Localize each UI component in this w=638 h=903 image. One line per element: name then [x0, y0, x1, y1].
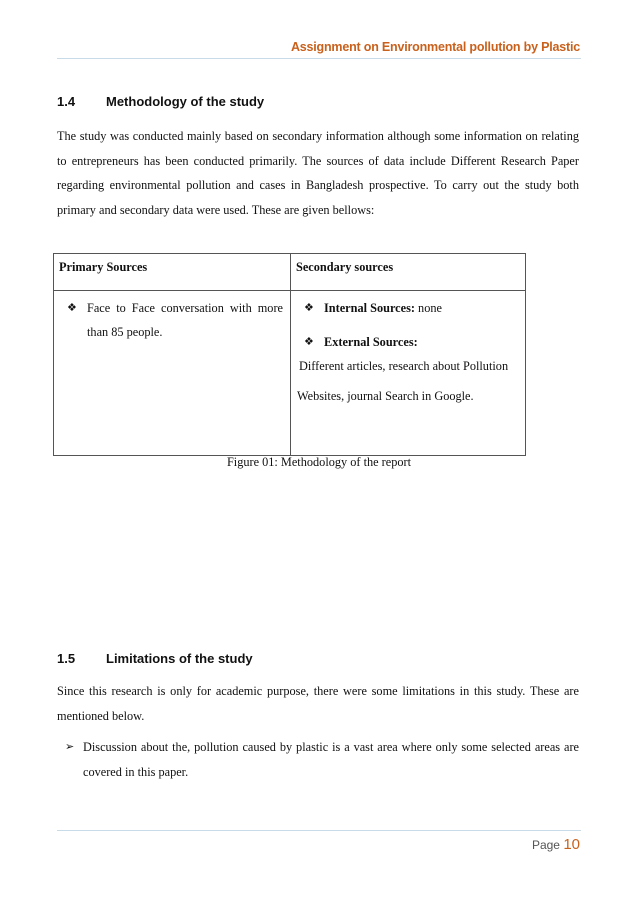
- external-sources-line-1: Different articles, research about Pollution: [299, 359, 509, 373]
- internal-sources-value: none: [414, 301, 442, 315]
- methodology-paragraph: The study was conducted mainly based on secondary information although some information on relating to entrepreneurs has been conducted primarily. The sources of data include Different Research Paper regarding environmental pollution and cases in Bangladesh prospective. To carry out the study both primary and secondary data were used. These are given bellows:: [57, 129, 579, 217]
- list-item: [65, 735, 579, 784]
- page-number: [532, 836, 580, 853]
- table-row: [54, 291, 526, 456]
- limitations-paragraph: Since this research is only for academic purpose, there were some limitations in this study. These are mentioned below.: [57, 684, 579, 723]
- sources-table: [53, 253, 526, 456]
- list-item: [292, 292, 524, 320]
- secondary-sources-cell: [291, 291, 526, 456]
- list-item: [55, 292, 289, 344]
- section-title: Methodology of the study: [106, 94, 265, 109]
- footer-divider: [57, 830, 581, 831]
- table-header-primary: Primary Sources: [54, 254, 291, 291]
- header-divider: [57, 58, 581, 59]
- internal-sources-label: Internal Sources:: [324, 301, 415, 315]
- section-heading-methodology: [57, 94, 264, 109]
- arrow-bullet-icon: ➢: [65, 741, 75, 753]
- section-number: 1.4: [57, 94, 76, 109]
- diamond-bullet-icon: ❖: [304, 302, 314, 314]
- internal-sources: [324, 296, 442, 320]
- diamond-bullet-icon: ❖: [304, 336, 314, 348]
- header-title: Assignment on Environmental pollution by Plastic: [290, 40, 580, 54]
- section-heading-limitations: [57, 651, 253, 666]
- diamond-bullet-icon: ❖: [67, 302, 77, 314]
- section-number: 1.5: [57, 651, 76, 666]
- limitation-item-text: Discussion about the, pollution caused by plastic is a vast area where only some selected areas are covered in this paper.: [83, 740, 579, 779]
- figure-caption: Figure 01: Methodology of the report: [226, 455, 412, 469]
- external-sources-label: External Sources:: [324, 335, 418, 349]
- external-sources-line-2: Websites, journal Search in Google.: [297, 389, 474, 403]
- primary-sources-cell: [54, 291, 291, 456]
- page-label: Page: [531, 838, 560, 852]
- list-item: [292, 320, 524, 354]
- section-title: Limitations of the study: [106, 651, 253, 666]
- table-header-secondary: Secondary sources: [291, 254, 526, 291]
- primary-source-text: Face to Face conversation with more than 85 people.: [87, 301, 283, 339]
- page-number-value: 10: [563, 836, 580, 853]
- table-header-row: [54, 254, 526, 291]
